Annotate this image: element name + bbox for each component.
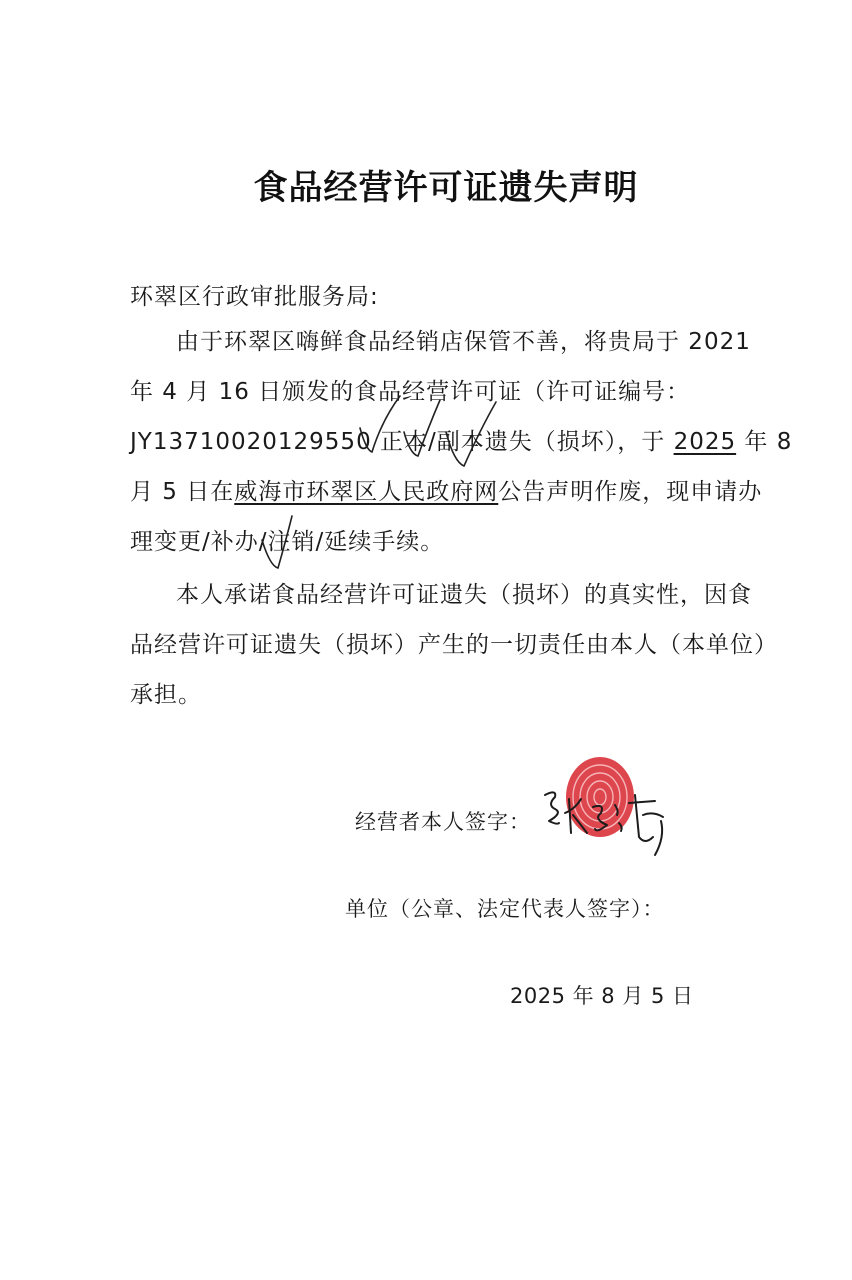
paragraph-statement: [130, 317, 793, 567]
statement-line-3: [130, 417, 793, 467]
commitment-line-1: 本人承诺食品经营许可证遗失（损坏）的真实性，因食: [176, 582, 752, 608]
commitment-line-2: 品经营许可证遗失（损坏）产生的一切责任由本人（本单位）: [130, 632, 778, 658]
statement-line-4-end: 公告声明作废，现申请办: [498, 479, 763, 505]
statement-line-3-end: 年 8: [736, 429, 793, 455]
statement-line-4: [130, 467, 763, 517]
statement-line-2: 年 4 月 16 日颁发的食品经营许可证（许可证编号：: [130, 379, 691, 405]
signature-with-fingerprint: [535, 755, 685, 865]
notice-date-text: 月 5 日在: [130, 479, 235, 505]
commitment-line-3: 承担。: [130, 682, 202, 708]
fingerprint-icon: [566, 757, 634, 837]
page-title: 食品经营许可证遗失声明: [253, 168, 639, 208]
statement-line-5: 理变更/补办/注销/延续手续。: [130, 529, 445, 555]
notice-place: 威海市环翠区人民政府网: [234, 479, 499, 505]
signature-label: 经营者本人签字：: [355, 810, 531, 834]
declaration-date: 2025 年 8 月 5 日: [510, 984, 694, 1008]
notice-year: 2025: [673, 429, 737, 455]
license-number-text: JY13710020129550 正本/副本遗失（损坏），于: [130, 429, 674, 455]
unit-seal-label: 单位（公章、法定代表人签字）：: [345, 897, 665, 921]
paragraph-commitment: [130, 570, 778, 720]
addressee: 环翠区行政审批服务局:: [130, 284, 379, 310]
statement-line-1: 由于环翠区嗨鲜食品经销店保管不善，将贵局于 2021: [176, 329, 751, 355]
